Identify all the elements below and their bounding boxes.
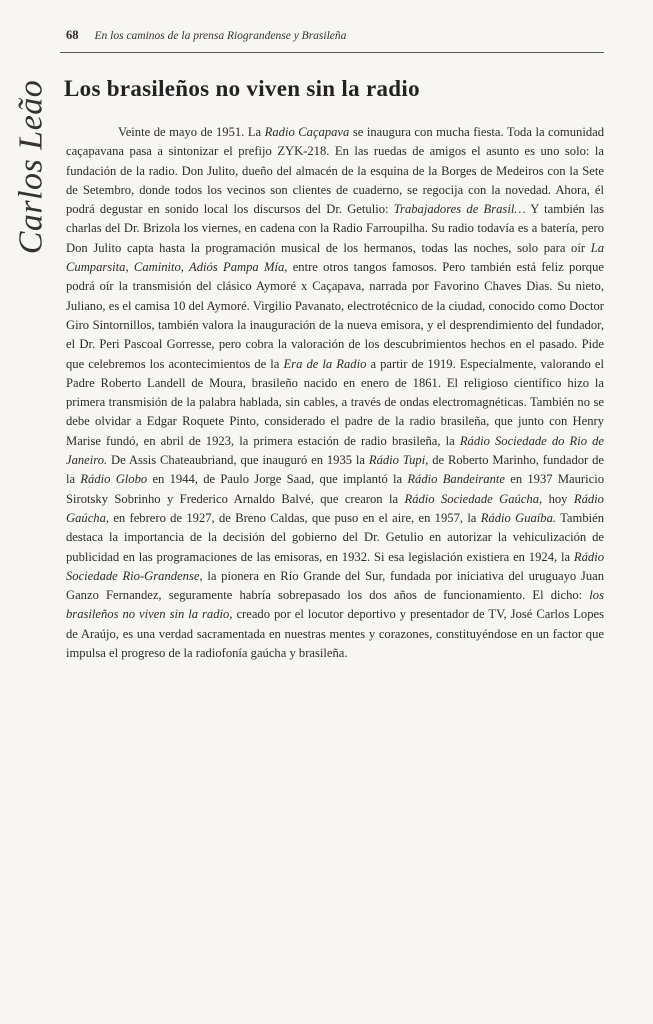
text-segment: También destaca la importancia de la decisión del gobierno del Dr. Getulio en autorizar la vehiculización de publicidad en las programaciones de las emisoras, en 1932. Si esa legislación existiera en 1924, la <box>66 510 605 564</box>
text-segment: Y también las charlas del Dr. Brizola los viernes, en cadena con la Radio Farroupilha. Su radio todavía es a batería, pero Don Julito capta hasta la programación musical de los hermanos, todas las noches, solo para oír <box>66 202 604 255</box>
italic-text-segment: La Cumparsita, Caminito, Adiós Pampa Mía <box>66 240 604 275</box>
italic-text-segment: los brasileños no viven sin la radio <box>66 588 604 622</box>
text-segment: , en febrero de 1927, de Breno Caldas, que puso en el aire, en 1957, la <box>105 510 481 525</box>
text-segment: a partir de 1919. Especialmente, valorando el Padre Roberto Landell de Moura, brasileño nacido en enero de 1861. El religioso científico hizo la primera transmisión de la palabra hablada, sin cables, a través de ondas electromagnéticas. También no se debe olvidar a Edgar Roquete Pinto, considerado el padre de la radio brasileña, que junto con Henry Marise fundó, en abril de 1923, la primera estación de radio brasileña, la <box>66 356 605 448</box>
text-segment: , creado por el locutor deportivo y presentador de TV, José Carlos Lopes de Araújo, es una verdad sacramentada en nuestras mentes y corazones, constituyéndose en un factor que impulsa el progreso de la radiofonía gaúcha y brasileña. <box>66 607 604 661</box>
italic-text-segment: Rádio Sociedade Gaúcha <box>404 491 540 506</box>
text-segment: , la pionera en Río Grande del Sur, fundada por iniciativa del uruguayo Juan Ganzo Fernandez, seguramente habría sobrepasado los dos años de funcionamiento. El dicho: <box>66 568 604 603</box>
italic-text-segment: Rádio Sociedade Rio-Grandense <box>66 549 604 583</box>
article-title: Los brasileños no viven sin la radio <box>64 76 420 101</box>
running-header <box>66 28 586 43</box>
text-segment: en 1937 Mauricio Sirotsky Sobrinho y Frederico Arnaldo Balvé, que crearon la <box>66 472 604 506</box>
text-segment: se inaugura con mucha fiesta. Toda la comunidad caçapavana pasa a sintonizar el prefijo ZYK-218. En las ruedas de amigos el asunto es uno solo: la fundación de la radio. Don Julito, dueño del almacén de la esquina de la Borges de Medeiros con la Sete de Setembro, donde todos los vecinos son clientes de cuaderno, se regocija con la novedad. Ahora, él podrá degustar en sonido local los discursos del Dr. Getulio: <box>66 125 605 217</box>
text-segment: , hoy <box>539 491 574 506</box>
header-rule <box>60 52 604 53</box>
body-paragraph <box>66 123 604 663</box>
running-title: En los caminos de la prensa Riograndense y Brasileña <box>94 30 347 42</box>
italic-text-segment: Rádio Sociedade do Rio de Janeiro. <box>66 433 604 468</box>
italic-text-segment: Rádio Guaíba. <box>480 510 557 525</box>
page-number: 68 <box>66 28 79 42</box>
article-body <box>66 123 604 663</box>
side-author-block <box>8 67 54 267</box>
italic-text-segment: Trabajadores de Brasil… <box>393 202 526 217</box>
text-segment: , de Roberto Marinho, fundador de la <box>66 453 604 487</box>
text-segment: en 1944, de Paulo Jorge Saad, que implantó la <box>147 472 408 487</box>
italic-text-segment: Radio Caçapava <box>264 125 350 139</box>
side-author-signature: Carlos Leão <box>12 79 49 255</box>
text-segment: , entre otros tangos famosos. Pero también está feliz porque podrá oír la transmisión del clásico Aymoré x Caçapava, narrada por Favorino Chaves Dias. Su nieto, Juliano, es el camisa 10 del Aymoré. Virgilio Pavanato, electrotécnico de la ciudad, conocido como Doctor Giro Sintornillos, también valora la inauguración de la nueva emisora, y el desprendimiento del fundador, el Dr. Peri Pascoal Gorresse, pero cobra la valoración de los descubrimientos hechos en el pasado. Pide que celebremos los acontecimientos de la <box>66 260 604 371</box>
italic-text-segment: Rádio Tupi <box>368 453 426 468</box>
italic-text-segment: Era de la Radio <box>283 356 367 371</box>
italic-text-segment: Rádio Gaúcha <box>66 491 604 525</box>
text-segment: De Assis Chateaubriand, que inauguró en 1935 la <box>107 453 369 468</box>
italic-text-segment: Rádio Bandeirante <box>407 472 505 487</box>
italic-text-segment: Rádio Globo <box>80 472 148 487</box>
text-segment: Veinte de mayo de 1951. La <box>118 125 265 139</box>
